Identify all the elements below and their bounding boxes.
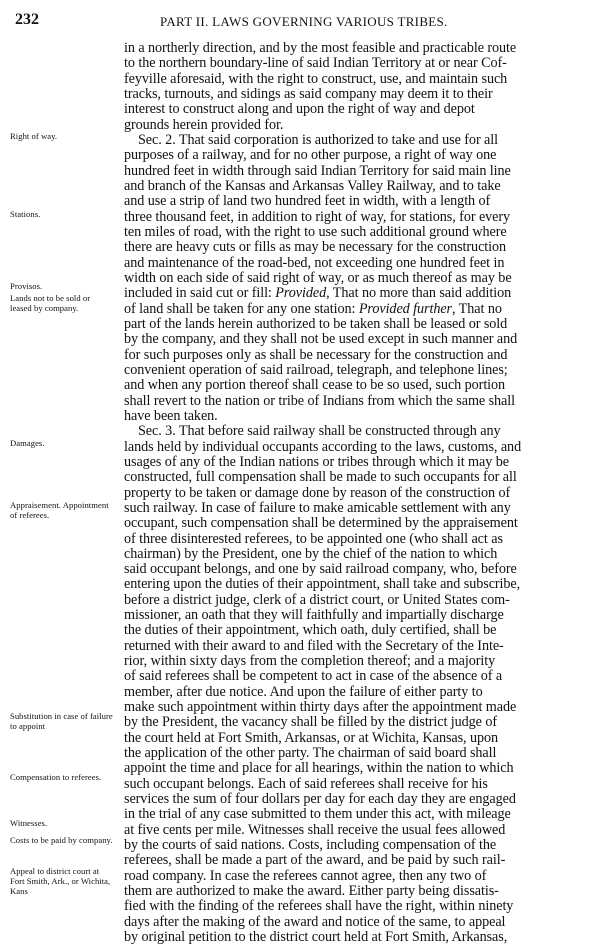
text-line: Sec. 3. That before said railway shall be constructed through any xyxy=(138,424,501,440)
margin-notes xyxy=(0,0,118,934)
text-line: hundred feet in width through said Indian Territory for said main line xyxy=(124,163,511,179)
text-line: member, after due notice. And upon the failure of either party to xyxy=(124,684,483,700)
text-line: the application of the other party. The chairman of said board shall xyxy=(124,746,497,762)
text-line: chairman) by the President, one by the chief of the nation to which xyxy=(124,546,498,562)
text-line: before a district judge, clerk of a district court, or United States com- xyxy=(124,592,510,608)
text-line: in a northerly direction, and by the most feasible and practicable route xyxy=(124,41,517,56)
text-line: interest to construct along and upon the right of way and depot xyxy=(124,102,475,118)
text-line: services the sum of four dollars per day for each day they are engaged xyxy=(124,792,516,808)
text-line: for such purposes only as shall be necessary for the construction and xyxy=(124,347,508,363)
text-line: part of the lands herein authorized to be taken shall be leased or sold xyxy=(124,316,508,332)
text-line: rior, within sixty days from the completion thereof; and a majority xyxy=(124,654,496,670)
text-line: in the trial of any case submitted to them under this act, with mileage xyxy=(124,807,511,823)
text-line: property to be taken or damage done by reason of the construction of xyxy=(124,485,511,501)
text-line: appoint the time and place for all hearings, within the nation to which xyxy=(124,761,514,777)
margin-note-appeal: Appeal to district court at Fort Smith, Ark., or Wichita, Kans xyxy=(10,866,111,896)
text-line: said occupant belongs, and one by said railroad company, who, before xyxy=(124,562,517,578)
margin-note-costs: Costs to be paid by company. xyxy=(10,835,113,845)
text-line: the court held at Fort Smith, Arkansas, or at Wichita, Kansas, upon xyxy=(124,730,499,746)
text-line: and use a strip of land two hundred feet in width, with a length of xyxy=(124,194,491,210)
text-line: occupant, such compensation shall be determined by the appraisement xyxy=(124,516,518,532)
text-line: and maintenance of the road-bed, not exceeding one hundred feet in xyxy=(124,255,505,271)
text-line: ten miles of road, with the right to use such additional ground where xyxy=(124,224,507,240)
text-line: by original petition to the district court held at Fort Smith, Arkansas, xyxy=(124,930,508,945)
text-line: such railway. In case of failure to make amicable settlement with any xyxy=(124,500,511,516)
text-line: and when any portion thereof shall cease to be so used, such portion xyxy=(124,378,506,394)
margin-note-right-of-way: Right of way. xyxy=(10,131,58,141)
text-line: tracks, turnouts, and sidings as said company may deem it to their xyxy=(124,86,493,102)
text-line: by the company, and they shall not be used except in such manner and xyxy=(124,332,518,348)
text-line: Sec. 2. That said corporation is authorized to take and use for all xyxy=(138,132,498,148)
text-line: fied with the finding of the referees shall have the right, within ninety xyxy=(124,899,514,915)
text-line: of said referees shall be competent to act in case of the absence of a xyxy=(124,669,503,685)
margin-note-provisos: Provisos. xyxy=(10,281,43,291)
proviso-keyword: Provided further xyxy=(358,301,452,317)
text-line: there are heavy cuts or fills as may be necessary for the construction xyxy=(124,240,507,256)
text-line: feyville aforesaid, with the right to construct, use, and maintain such xyxy=(124,71,508,87)
text-line: them are authorized to make the award. Either party being dissatis- xyxy=(124,884,499,900)
text-line: days after the making of the award and notice of the same, to appeal xyxy=(124,914,506,930)
text-line: have been taken. xyxy=(124,408,218,424)
text-line: usages of any of the Indian nations or tribes through which it may be xyxy=(124,454,509,470)
text-line: at five cents per mile. Witnesses shall receive the usual fees allowed xyxy=(124,822,506,838)
margin-note-substitution: Substitution in case of failure to appoint xyxy=(10,711,113,731)
text-line: by the courts of said nations. Costs, including compensation of the xyxy=(124,838,497,854)
text-line: shall revert to the nation or tribe of Indians from which the same shall xyxy=(124,393,515,409)
text-line: by the President, the vacancy shall be filled by the district judge of xyxy=(124,715,498,731)
text-line: referees, shall be made a part of the award, and be paid by such rail- xyxy=(124,853,506,869)
text-line: returned with their award to and filed with the Secretary of the Inte- xyxy=(124,638,504,654)
text-line: convenient operation of said railroad, telegraph, and telephone lines; xyxy=(124,362,508,378)
margin-note-lands-not-sold: Lands not to be sold or leased by company. xyxy=(10,293,91,313)
margin-note-damages: Damages. xyxy=(10,438,45,448)
text-line: of land shall be taken for any one station: Provided further, That no xyxy=(124,301,502,317)
text-line: road company. In case the referees cannot agree, then any two of xyxy=(124,868,487,884)
text-line: entering upon the duties of their appointment, shall take and subscribe, xyxy=(124,577,521,593)
text-line: such occupant belongs. Each of said referees shall receive for his xyxy=(124,776,488,792)
text-line: and branch of the Kansas and Arkansas Valley Railway, and to take xyxy=(124,178,501,194)
page-number: 232 xyxy=(15,11,39,28)
margin-note-compensation: Compensation to referees. xyxy=(10,772,102,782)
text-line: grounds herein provided for. xyxy=(124,117,284,133)
text-line: of three disinterested referees, to be appointed one (who shall act as xyxy=(124,531,503,547)
margin-note-appraisement: Appraisement. Appointment of referees. xyxy=(10,500,109,520)
text-line: constructed, full compensation shall be made to such occupants for all xyxy=(124,470,517,486)
text-line: three thousand feet, in addition to right of way, for stations, for every xyxy=(124,209,511,225)
margin-note-stations: Stations. xyxy=(10,209,41,219)
text-line: missioner, an oath that they will faithfully and impartially discharge xyxy=(124,608,504,624)
body-text xyxy=(124,41,588,945)
proviso-keyword: Provided xyxy=(275,286,327,302)
text-line: to the northern boundary-line of said Indian Territory at or near Cof- xyxy=(124,56,507,72)
text-line: width on each side of said right of way, or as much thereof as may be xyxy=(124,270,512,286)
text-line: the duties of their appointment, which oath, duly certified, shall be xyxy=(124,623,497,639)
text-line: make such appointment within thirty days after the appointment made xyxy=(124,700,517,716)
margin-note-witnesses: Witnesses. xyxy=(10,818,48,828)
text-line: included in said cut or fill: Provided, That no more than said addition xyxy=(124,286,512,302)
text-line: purposes of a railway, and for no other purpose, a right of way one xyxy=(124,148,497,164)
text-line: lands held by individual occupants according to the laws, customs, and xyxy=(124,439,522,455)
running-head: PART II. LAWS GOVERNING VARIOUS TRIBES. xyxy=(160,14,448,29)
